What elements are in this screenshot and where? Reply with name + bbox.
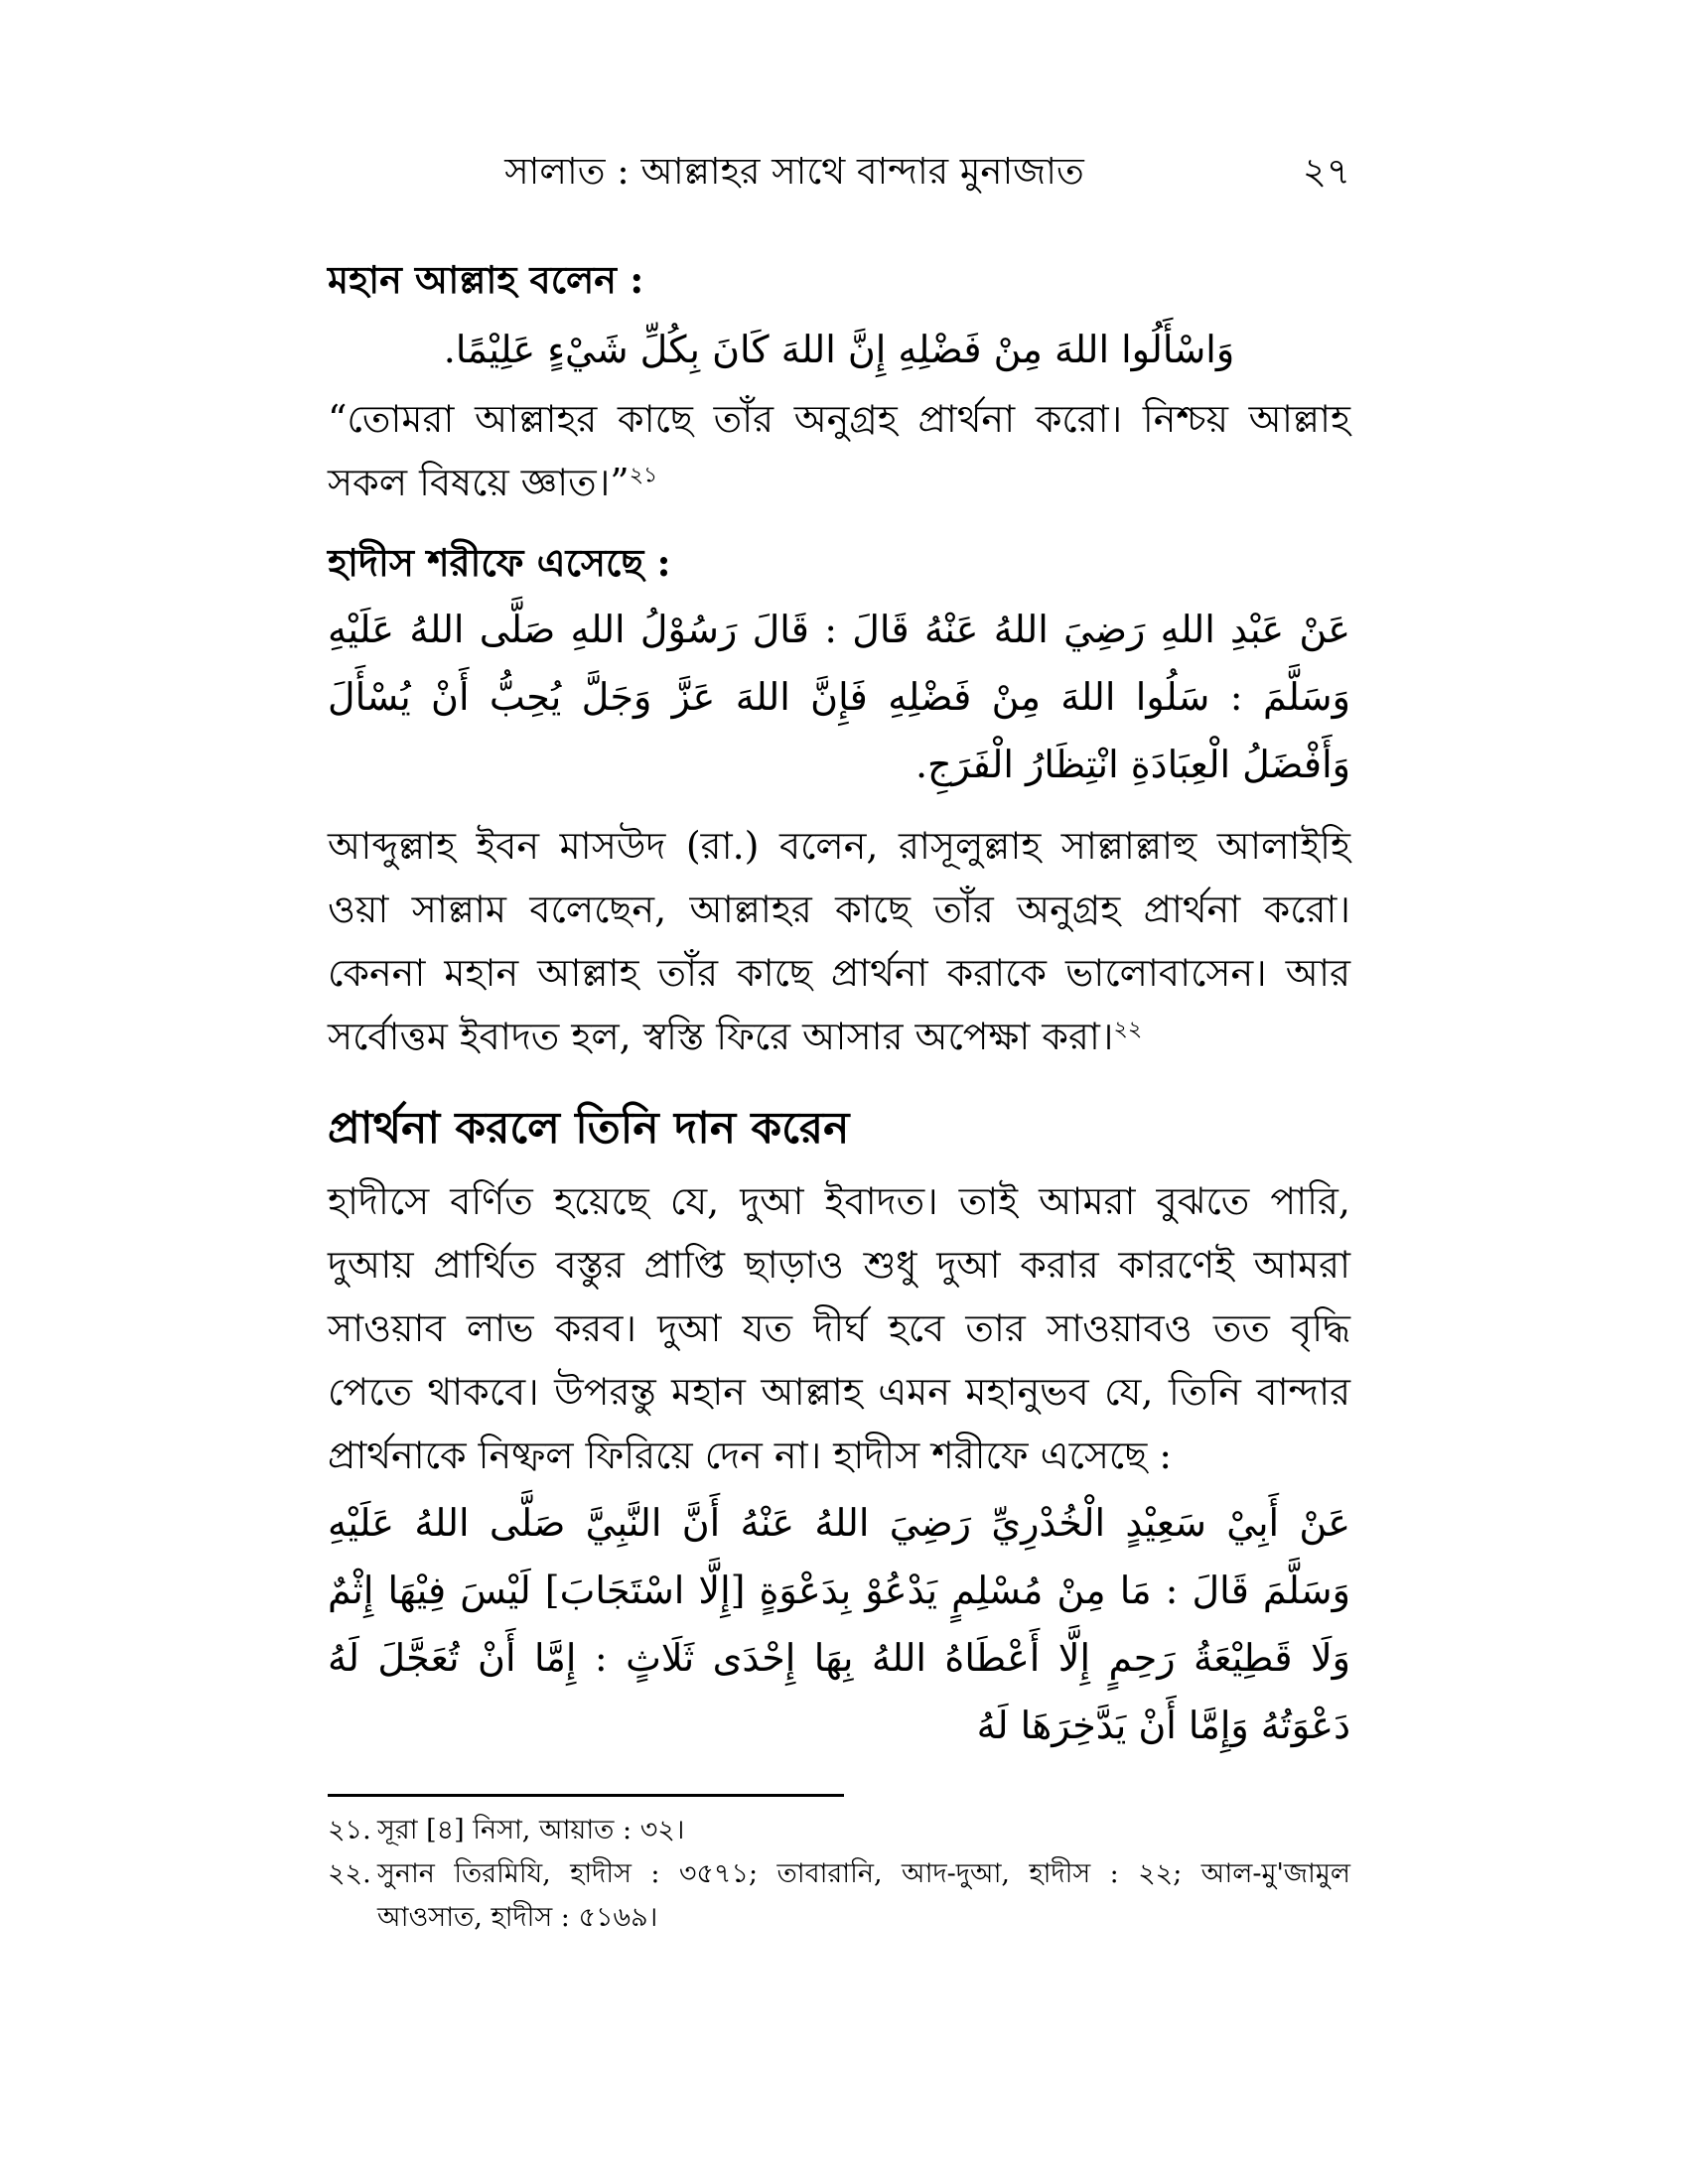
footnote-ref-22: ২২ — [1113, 1017, 1143, 1042]
section-paragraph: হাদীসে বর্ণিত হয়েছে যে, দুআ ইবাদত। তাই আমরা বুঝতে পারি, দুআয় প্রার্থিত বস্তুর প্রাপ্তি ছাড়াও শুধু দুআ করার কারণেই আমরা সাওয়াব লাভ করব। দুআ যত দীর্ঘ হবে তার সাওয়াবও তত বৃদ্ধি পেতে থাকবে। উপরন্তু মহান আল্লাহ এমন মহানুভব যে, তিনি বান্দার প্রার্থনাকে নিষ্ফল ফিরিয়ে দেন না। হাদীস শরীফে এসেছে : — [328, 1179, 1350, 1477]
footnote-divider — [328, 1794, 844, 1797]
quran-translation-text: “তোমরা আল্লাহর কাছে তাঁর অনুগ্রহ প্রার্থনা করো। নিশ্চয় আল্লাহ সকল বিষয়ে জ্ঞাত।” — [328, 397, 1350, 504]
footnote-number: ২১. — [328, 1815, 371, 1845]
footnotes — [328, 1809, 1350, 1940]
footnote-ref-21: ২১ — [629, 463, 658, 488]
section-heading: প্রার্থনা করলে তিনি দান করেন — [328, 1103, 850, 1154]
hadith-arabic-1: عَنْ عَبْدِ اللهِ رَضِيَ اللهُ عَنْهُ قَالَ : قَالَ رَسُوْلُ اللهِ صَلَّى اللهُ عَلَيْهِ وَسَلَّمَ : سَلُوا اللهَ مِنْ فَضْلِهِ فَإِنَّ اللهَ عَزَّ وَجَلَّ يُحِبُّ أَنْ يُسْأَلَ وَأَفْضَلُ الْعِبَادَةِ انْتِظَارُ الْفَرَجِ. — [328, 608, 1350, 786]
page-header — [328, 147, 1360, 197]
footnote-text: সুনান তিরমিযি, হাদীস : ৩৫৭১; তাবারানি, আদ-দুআ, হাদীস : ২২; আল-মু'জামুল আওসাত, হাদীস : ৫১৬৯। — [377, 1858, 1350, 1933]
quran-verse-block — [328, 316, 1350, 383]
hadith-label-block — [328, 531, 1350, 595]
quran-verse-arabic: وَاسْأَلُوا اللهَ مِنْ فَضْلِهِ إِنَّ اللهَ كَانَ بِكُلِّ شَيْءٍ عَلِيْمًا. — [443, 328, 1235, 371]
footnote-21 — [328, 1809, 1350, 1852]
running-title: সালাত : আল্লাহর সাথে বান্দার মুনাজাত — [504, 150, 1084, 193]
hadith-arabic-2: عَنْ أَبِيْ سَعِيْدٍ الْخُدْرِيِّ رَضِيَ اللهُ عَنْهُ أَنَّ النَّبِيَّ صَلَّى اللهُ عَلَيْهِ وَسَلَّمَ قَالَ : مَا مِنْ مُسْلِمٍ يَدْعُوْ بِدَعْوَةٍ [إِلَّا اسْتَجَابَ] لَيْسَ فِيْهَا إِثْمٌ وَلَا قَطِيْعَةُ رَحِمٍ إِلَّا أَعْطَاهُ اللهُ بِهَا إِحْدَى ثَلَاثٍ : إِمَّا أَنْ تُعَجَّلَ لَهُ دَعْوَتُهُ وَإِمَّا أَنْ يَدَّخِرَهَا لَهُ — [328, 1501, 1350, 1747]
intro-label: মহান আল্লাহ বলেন : — [328, 257, 644, 302]
hadith-translation-block-1 — [328, 814, 1350, 1068]
hadith-arabic-block-1 — [328, 596, 1350, 798]
quran-translation-block — [328, 387, 1350, 514]
section-heading-block — [328, 1097, 1350, 1160]
hadith-arabic-block-2 — [328, 1489, 1350, 1759]
hadith-translation-text-1: আব্দুল্লাহ ইবন মাসউদ (রা.) বলেন, রাসূলুল্লাহ সাল্লাল্লাহু আলাইহি ওয়া সাল্লাম বলেছেন, আল্লাহর কাছে তাঁর অনুগ্রহ প্রার্থনা করো। কেননা মহান আল্লাহ তাঁর কাছে প্রার্থনা করাকে ভালোবাসেন। আর সর্বোত্তম ইবাদত হল, স্বস্তি ফিরে আসার অপেক্ষা করা। — [328, 824, 1350, 1058]
hadith-translation-1 — [328, 814, 1350, 1068]
quran-translation — [328, 387, 1350, 514]
section-paragraph-block — [328, 1169, 1350, 1487]
footnote-number: ২২. — [328, 1858, 371, 1889]
footnote-text: সূরা [৪] নিসা, আয়াত : ৩২। — [377, 1815, 685, 1845]
footnote-22 — [328, 1852, 1350, 1940]
page-number: ২৭ — [1302, 150, 1350, 193]
hadith-label: হাদীস শরীফে এসেছে : — [328, 540, 671, 585]
intro-block — [328, 248, 1350, 312]
